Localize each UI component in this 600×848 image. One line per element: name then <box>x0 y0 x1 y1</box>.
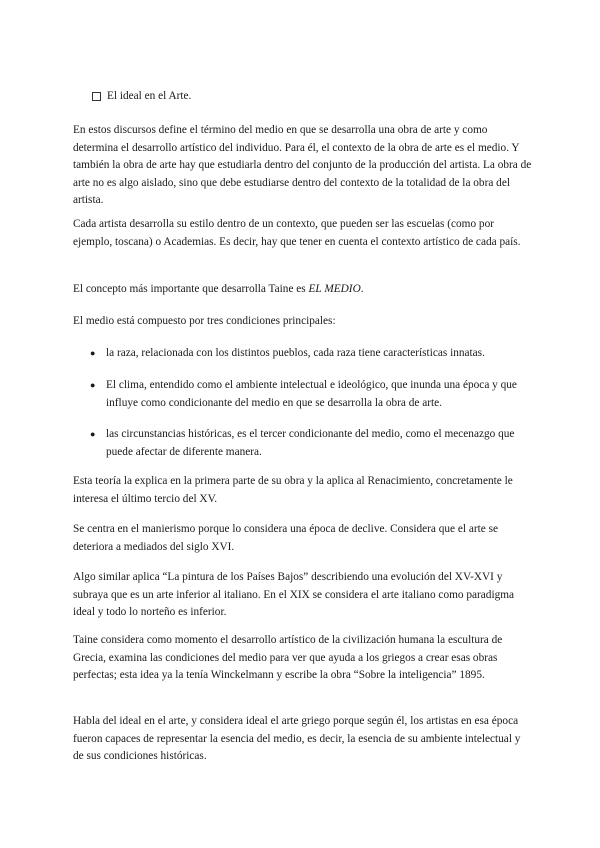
paragraph-ideal-arte: Habla del ideal en el arte, y considera ideal el arte griego porque según él, los artistas en esa época fueron capaces de representar la esencia del medio, es decir, la esencia de su ambiente intelectual y de sus condiciones históricas. <box>73 715 521 762</box>
list-item-text: El clima, entendido como el ambiente intelectual e ideológico, que inunda una época y que influye como condicionante del medio en que se desarrolla la obra de arte. <box>106 379 517 409</box>
section-heading-label: El ideal en el Arte. <box>107 90 192 102</box>
concept-emphasis: EL MEDIO <box>308 283 361 295</box>
paragraph-concepto-medio <box>73 281 533 299</box>
concept-prefix: El concepto más importante que desarrolla Taine es <box>73 283 309 295</box>
paragraph-estilo-contexto: Cada artista desarrolla su estilo dentro de un contexto, que pueden ser las escuelas (como por ejemplo, toscana) o Academias. Es decir, hay que tener en cuenta el contexto artístico de cada país. <box>73 218 521 248</box>
paragraph-escultura-grecia: Taine considera como momento el desarrollo artístico de la civilización humana la escultura de Grecia, examina las condiciones del medio para ver que ayuda a los griegos a crear esas obras perfectas; esta idea ya la tenía Winckelmann y escribe la obra “Sobre la inteligencia” 1895. <box>73 634 503 681</box>
paragraph-paises-bajos: Algo similar aplica “La pintura de los Países Bajos” describiendo una evolución del XV-XVI y subraya que es un arte inferior al italiano. En el XIX se considera el arte italiano como paradigma ideal y todo lo norteño es inferior. <box>73 571 515 618</box>
bullet-icon: ● <box>90 429 96 439</box>
paragraph-manierismo: Se centra en el manierismo porque lo considera una época de declive. Considera que el arte se deteriora a mediados del siglo XVI. <box>73 523 499 553</box>
list-item-text: la raza, relacionada con los distintos pueblos, cada raza tiene características innatas. <box>106 347 485 359</box>
concept-suffix: . <box>360 283 364 295</box>
checkbox-empty-icon[interactable] <box>92 92 101 101</box>
list-item-text: las circunstancias históricas, es el tercer condicionante del medio, como el mecenazgo que puede afectar de diferente manera. <box>106 428 515 458</box>
section-heading <box>92 88 191 106</box>
bullet-icon: ● <box>90 380 96 390</box>
paragraph-definition-medio: En estos discursos define el término del medio en que se desarrolla una obra de arte y como determina el desarrollo artístico del individuo. Para él, el contexto de la obra de arte es el medio. Y también la obra de arte hay que estudiarla dentro del conjunto de la producción del artista. La obra de arte no es algo aislado, sino que debe estudiarse dentro del contexto de la totalidad de la obra del artista. <box>73 124 532 206</box>
paragraph-teoria-renacimiento: Esta teoría la explica en la primera parte de su obra y la aplica al Renacimiento, concretamente le interesa el último tercio del XV. <box>73 475 513 505</box>
paragraph-condiciones-intro: El medio está compuesto por tres condiciones principales: <box>73 315 336 327</box>
bullet-icon: ● <box>90 348 96 358</box>
